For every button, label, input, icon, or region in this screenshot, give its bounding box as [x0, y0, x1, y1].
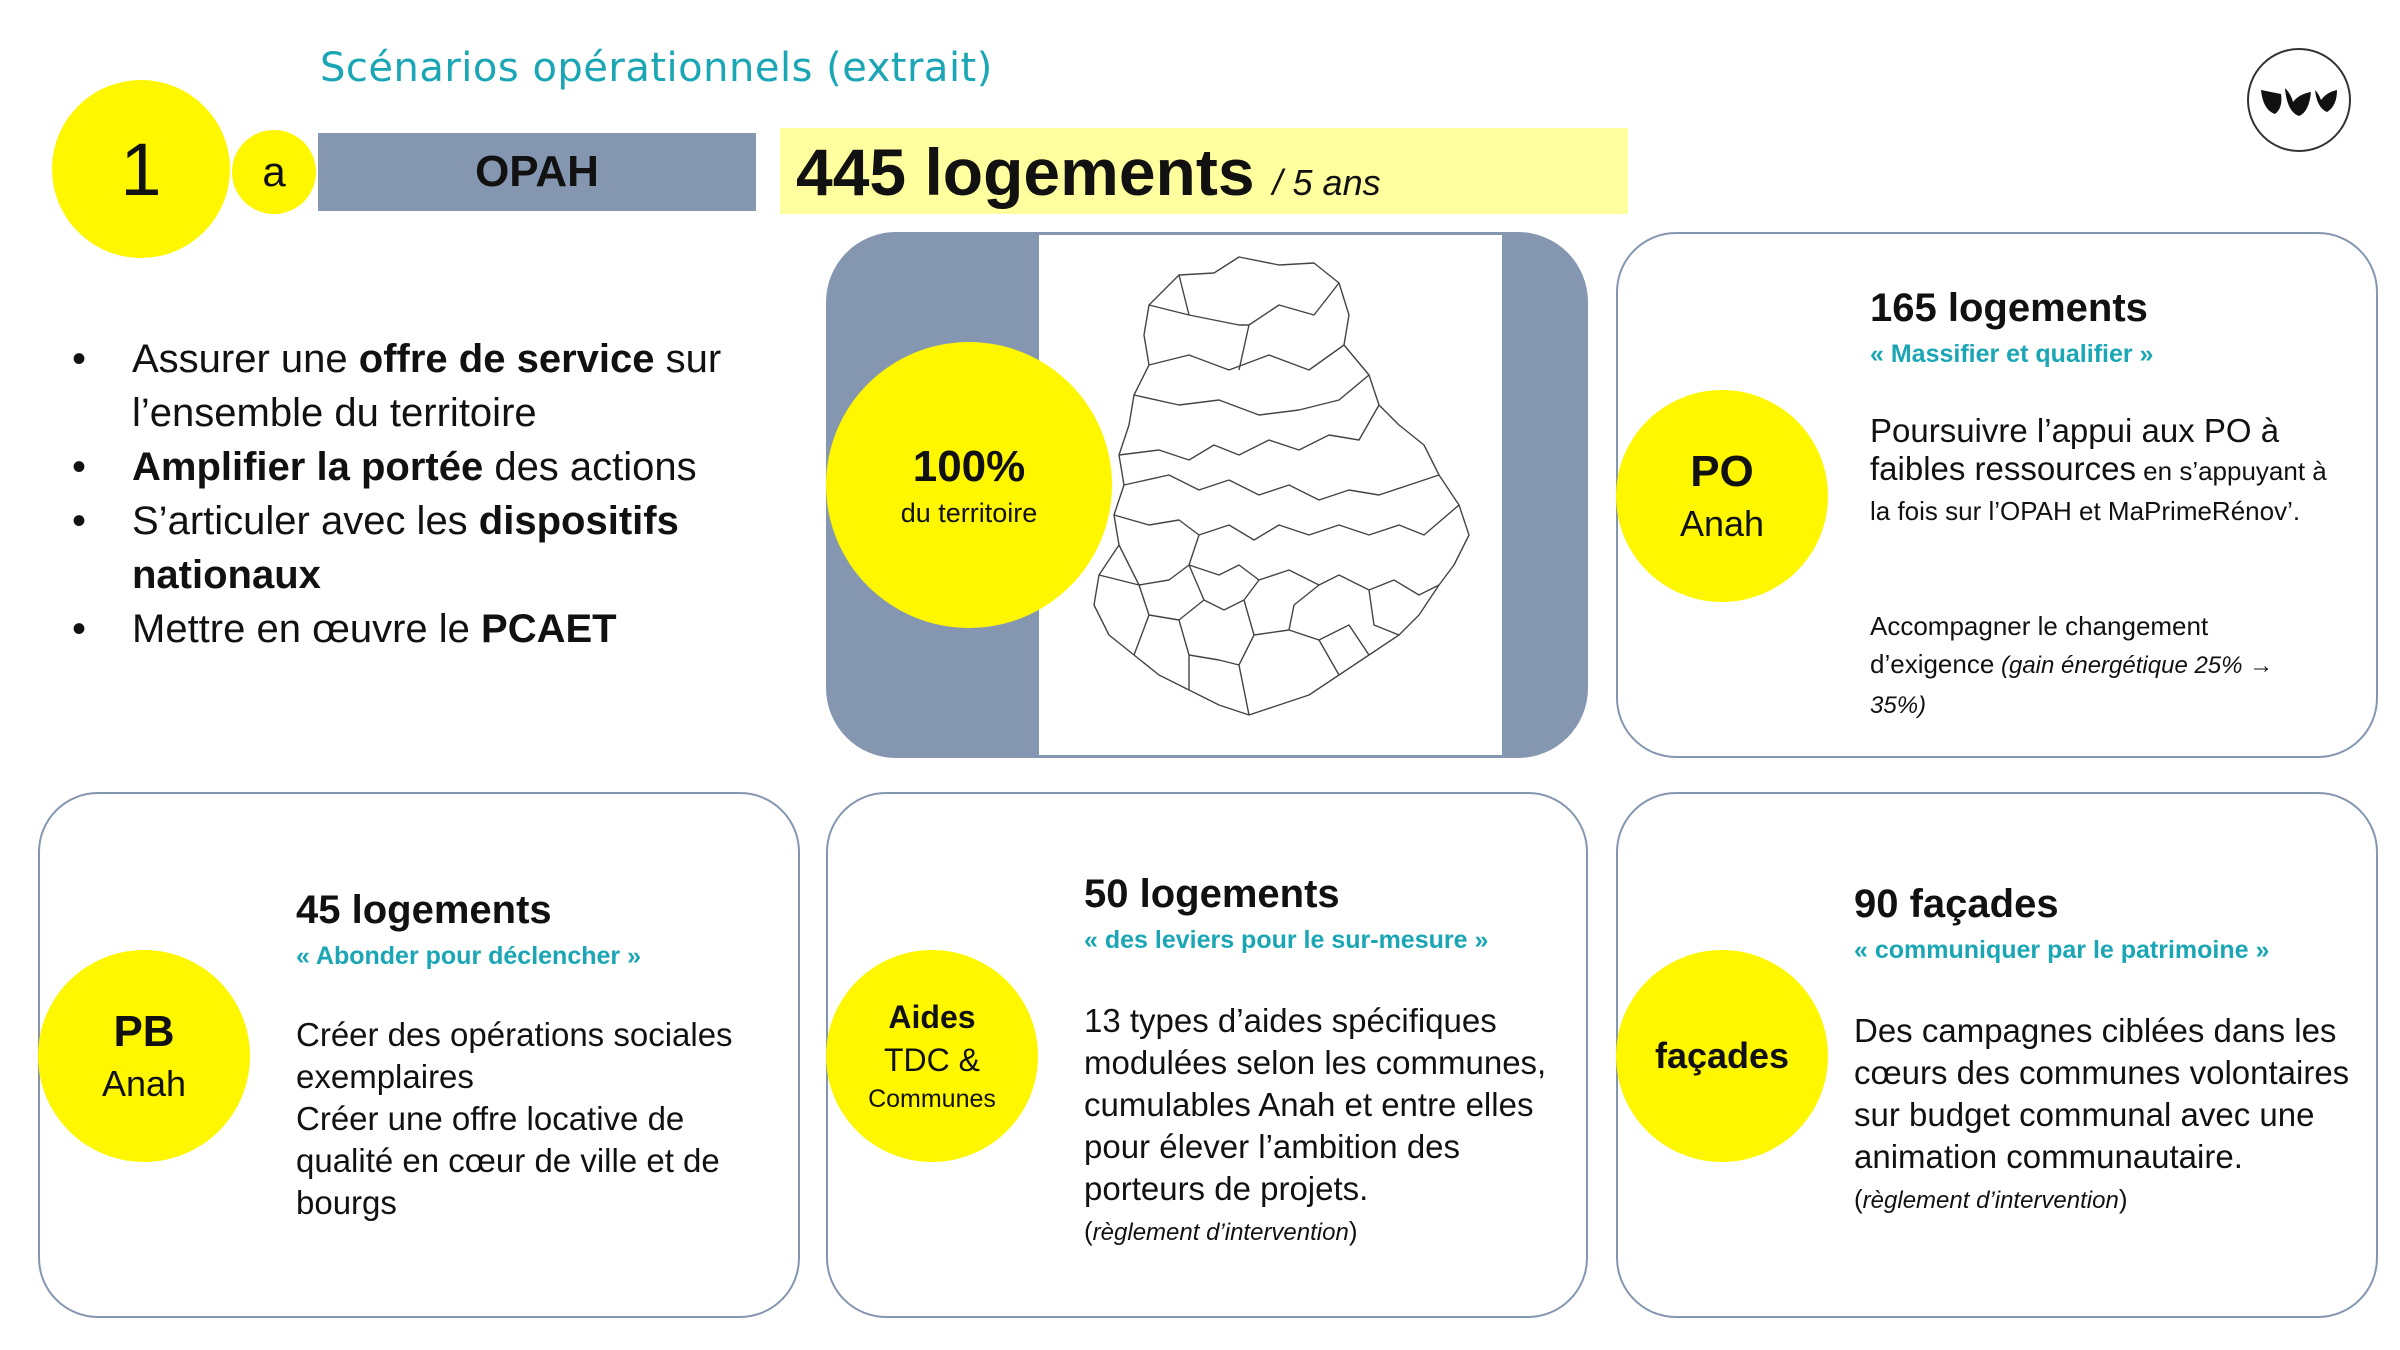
headline-sub: / 5 ans	[1272, 162, 1381, 203]
program-label	[318, 133, 756, 211]
program-name: OPAH	[475, 147, 599, 196]
objectives-list	[70, 332, 750, 656]
facades-badge-title: façades	[1654, 1035, 1790, 1076]
objective-item: • Mettre en œuvre le PCAET	[70, 602, 750, 656]
aides-badge	[826, 950, 1038, 1162]
facades-body: Des campagnes ciblées dans les cœurs des communes volontaires sur budget communal avec une animation communautaire. (règlement d’intervention)	[1854, 1012, 2350, 1214]
aides-title: 50 logements	[1084, 872, 1340, 916]
territory-coverage-badge	[826, 342, 1112, 628]
pb-title: 45 logements	[296, 888, 552, 932]
pb-body: Créer des opérations sociales exemplaires Créer une offre locative de qualité en cœur de ville et de bourgs	[296, 1016, 733, 1221]
pb-badge	[38, 950, 250, 1162]
slide-title: Scénarios opérationnels (extrait)	[320, 45, 993, 91]
objective-item: • S’articuler avec les dispositifs nationaux	[70, 494, 750, 602]
headline-main: 445 logements	[796, 135, 1255, 209]
pb-badge-sub: Anah	[101, 1063, 187, 1104]
leaves-logo-icon	[2249, 50, 2349, 150]
aides-body: 13 types d’aides spécifiques modulées selon les communes, cumulables Anah et entre elles pour élever l’ambition des porteurs de projets. (règlement d’intervention)	[1084, 1002, 1547, 1246]
pb-subtitle: « Abonder pour déclencher »	[296, 942, 641, 970]
aides-note: règlement d’intervention	[1092, 1219, 1349, 1246]
po-subtitle: « Massifier et qualifier »	[1870, 340, 2154, 368]
aides-badge-sub2: Communes	[868, 1084, 996, 1113]
po-body-2: Accompagner le changement d’exigence (gain énergétique 25% → 35%)	[1870, 611, 2274, 719]
scenario-number: 1	[120, 127, 162, 211]
objective-item: • Assurer une offre de service sur l’ensemble du territoire	[70, 332, 750, 440]
aides-badge-title: Aides	[888, 998, 976, 1035]
aides-badge-sub: TDC &	[884, 1041, 980, 1078]
headline-banner	[780, 128, 1628, 214]
po-title: 165 logements	[1870, 286, 2148, 330]
scenario-number-badge	[52, 80, 230, 258]
coverage-percent: 100%	[912, 441, 1026, 491]
scenario-letter-badge	[232, 130, 316, 214]
objective-item: • Amplifier la portée des actions	[70, 440, 750, 494]
facades-subtitle: « communiquer par le patrimoine »	[1854, 936, 2270, 964]
brand-logo	[2247, 48, 2351, 152]
facades-badge	[1616, 950, 1828, 1162]
coverage-label: du territoire	[900, 497, 1038, 528]
po-badge-sub: Anah	[1679, 503, 1765, 544]
po-badge	[1616, 390, 1828, 602]
po-body-1: Poursuivre l’appui aux PO à faibles ressources en s’appuyant à la fois sur l’OPAH et MaPrimeRénov’.	[1870, 412, 2327, 526]
aides-subtitle: « des leviers pour le sur-mesure »	[1084, 926, 1489, 954]
scenario-letter: a	[262, 148, 286, 195]
facades-note: règlement d’intervention	[1862, 1187, 2119, 1214]
pb-badge-title: PB	[113, 1007, 175, 1056]
facades-title: 90 façades	[1854, 882, 2059, 926]
po-badge-title: PO	[1690, 447, 1754, 496]
